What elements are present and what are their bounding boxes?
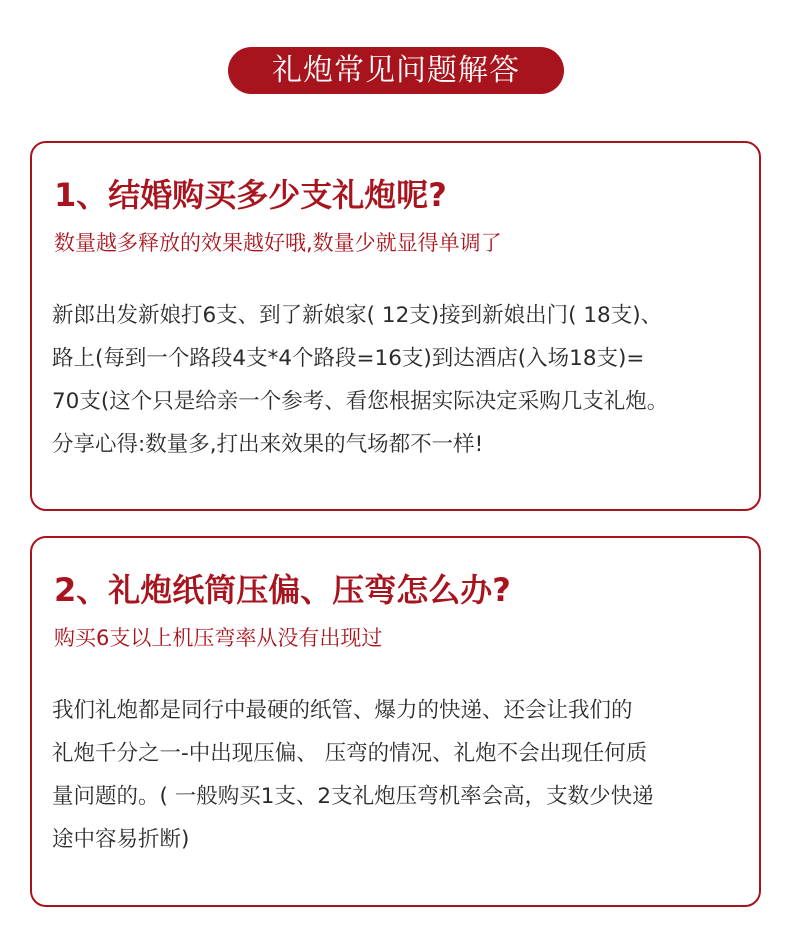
faq-card-1 [30,141,761,511]
page-title: 礼炮常见问题解答 [228,47,564,94]
faq-question-2: 2、礼炮纸筒压偏、压弯怎么办? [54,571,511,609]
faq-answer-line: 量问题的。( 一般购买1支、2支礼炮压弯机率会高，支数少快递 [52,784,654,809]
faq-answer-line: 70支(这个只是给亲一个参考、看您根据实际决定采购几支礼炮。 [52,389,669,414]
faq-answer-line: 我们礼炮都是同行中最硬的纸管、爆力的快递、还会让我们的 [52,698,633,723]
faq-answer-line: 分享心得:数量多,打出来效果的气场都不一样! [52,432,484,457]
faq-answer-line: 新郎出发新娘打6支、到了新娘家( 12支)接到新娘出门( 18支)、 [52,303,663,328]
faq-card-2 [30,536,761,907]
faq-subtitle-2: 购买6支以上机压弯率从没有出现过 [54,626,383,650]
faq-answer-2 [52,689,752,861]
faq-answer-1 [52,294,752,466]
faq-subtitle-1: 数量越多释放的效果越好哦,数量少就显得单调了 [54,231,502,255]
faq-answer-line: 路上(每到一个路段4支*4个路段=16支)到达酒店(入场18支)= [52,346,645,371]
faq-answer-line: 途中容易折断) [52,827,190,852]
faq-question-1: 1、结婚购买多少支礼炮呢? [54,176,447,214]
faq-answer-line: 礼炮千分之一-中出现压偏、 压弯的情况、礼炮不会出现任何质 [52,741,648,766]
